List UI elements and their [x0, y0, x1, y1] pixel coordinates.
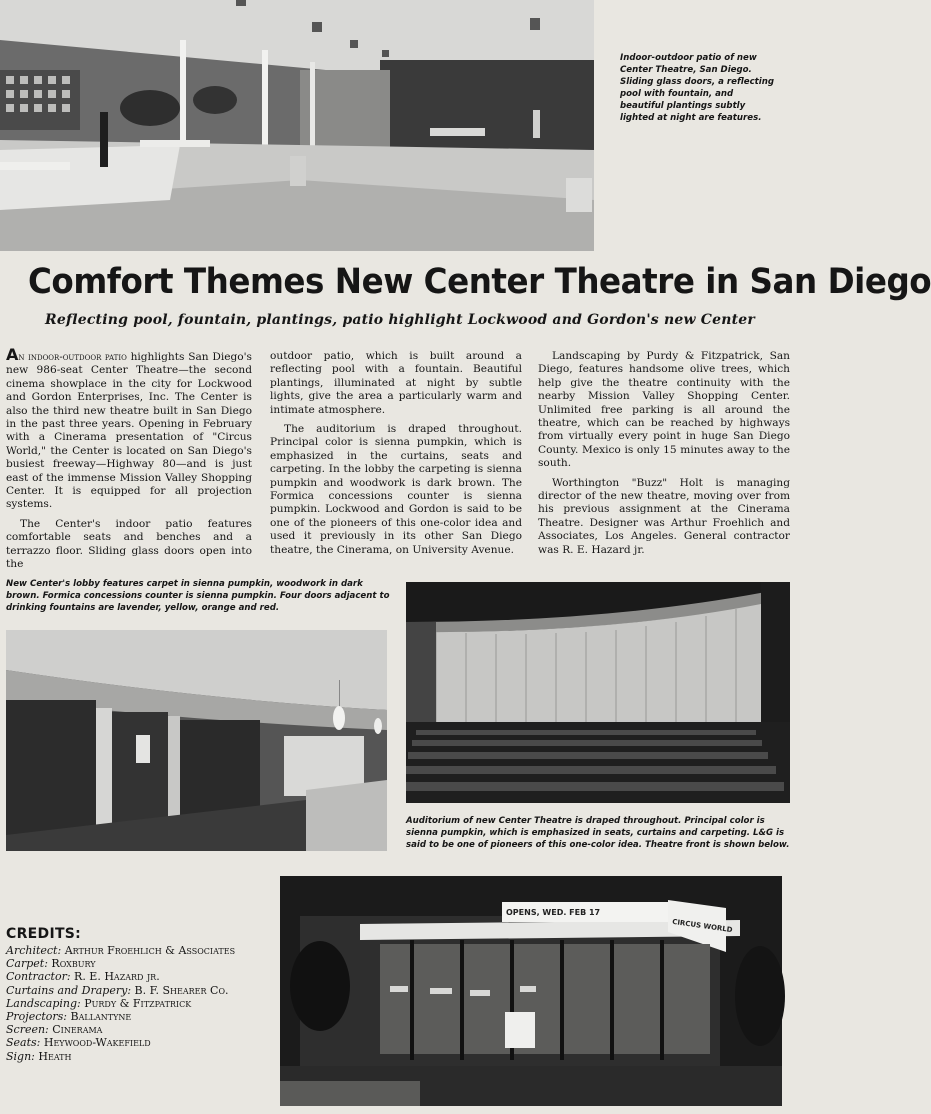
- credit-name: Purdy & Fitzpatrick: [84, 996, 192, 1010]
- credit-name: Roxbury: [51, 957, 96, 971]
- credit-role: Carpet:: [6, 957, 48, 971]
- credit-row: [6, 1010, 276, 1023]
- marquee-opening-text: OPENS, WED. FEB 17: [506, 908, 601, 917]
- lead-text: highlights San Diego's new 986-seat Center Theatre—the second cinema showplace in the city for Lockwood and Gordon Enterprises, Inc. The Center is also the third new theatre built in San Diego in the past three years. Opening in February with a Cinerama presentation of "Circus World," the Center is located on San Diego's busiest freeway—Highway 80—and is just east of the immense Mission Valley Shopping Center. It is equipped for all projection systems.: [6, 351, 252, 511]
- lobby-photo: [6, 630, 387, 851]
- lobby-photo-caption: New Center's lobby features carpet in sienna pumpkin, woodwork in dark brown. Formica concessions counter is sienna pumpkin. Four doors adjacent to drinking fountains are lavender, yellow, orange and red.: [6, 579, 390, 613]
- auditorium-photo-caption: Auditorium of new Center Theatre is draped throughout. Principal color is sienna pumpkin, which is emphasized in seats, curtains and carpeting. L&G is said to be one of pioneers of this one-color idea. Theatre front is shown below.: [406, 816, 790, 850]
- credit-role: Contractor:: [6, 970, 71, 984]
- auditorium-photo: [406, 582, 790, 803]
- theatre-front-photo: [280, 876, 782, 1106]
- article-column-2: [270, 350, 522, 563]
- article-paragraph: outdoor patio, which is built around a reflecting pool with a fountain. Beautiful plantings, illuminated at night by subtle lights, give the area a particularly warm and intimate atmosphere.: [270, 350, 522, 416]
- credit-role: Curtains and Drapery:: [6, 983, 132, 997]
- lead-smallcaps: n indoor-outdoor patio: [18, 352, 127, 363]
- lobby-photo-image: [6, 630, 387, 851]
- credits-block: [6, 926, 276, 1063]
- credit-name: R. E. Hazard jr.: [74, 970, 160, 984]
- article-paragraph: Worthington "Buzz" Holt is managing director of the new theatre, moving over from his previous assignment at the Cinerama Theatre. Designer was Arthur Froehlich and Associates, Los Angeles. General contractor was R. E. Hazard jr.: [538, 476, 790, 556]
- article-headline: Comfort Themes New Center Theatre in San Diego: [28, 262, 931, 302]
- credit-name: Arthur Froehlich & Associates: [64, 944, 236, 957]
- auditorium-photo-image: [406, 582, 790, 803]
- patio-photo: [0, 0, 594, 251]
- credit-row: [6, 944, 276, 957]
- credit-name: Heath: [38, 1049, 72, 1063]
- article-column-1: [6, 345, 252, 578]
- credit-role: Sign:: [6, 1049, 35, 1063]
- credit-row: [6, 970, 276, 983]
- drop-cap: A: [6, 345, 19, 364]
- credit-row: [6, 1023, 276, 1036]
- marquee-film-title: CIRCUS WORLD: [671, 917, 734, 935]
- patio-photo-image: [0, 0, 594, 251]
- credit-role: Projectors:: [6, 1010, 68, 1024]
- credit-row: [6, 984, 276, 997]
- article-paragraph: The Center's indoor patio features comfortable seats and benches and a terrazzo floor. Sliding glass doors open into the: [6, 517, 252, 571]
- article-paragraph: Landscaping by Purdy & Fitzpatrick, San Diego, features handsome olive trees, which help give the theatre continuity with the nearby Mission Valley Shopping Center. Unlimited free parking is all around the theatre, which can be reached by highways from virtually every point in huge San Diego County. Mexico is only 15 minutes away to the south.: [538, 350, 790, 470]
- credits-title: CREDITS:: [6, 926, 82, 942]
- patio-photo-caption: Indoor-outdoor patio of new Center Theatre, San Diego. Sliding glass doors, a reflecting pool with fountain, and beautiful plantings subtly lighted at night are features.: [620, 53, 774, 123]
- article-lead-paragraph: [6, 345, 252, 512]
- credit-row: [6, 1050, 276, 1063]
- article-subheadline: Reflecting pool, fountain, plantings, patio highlight Lockwood and Gordon's new Center: [45, 312, 755, 328]
- credit-name: Cinerama: [52, 1023, 103, 1037]
- credit-name: Ballantyne: [70, 1010, 132, 1024]
- credit-row: [6, 957, 276, 970]
- credit-row: [6, 1036, 276, 1049]
- credit-name: Heywood-Wakefield: [43, 1036, 151, 1050]
- article-paragraph: The auditorium is draped throughout. Principal color is sienna pumpkin, which is emphasized in the curtains, seats and carpeting. In the lobby the carpeting is sienna pumpkin and woodwork is dark brown. The Formica concessions counter is sienna pumpkin. Lockwood and Gordon is said to be one of the pioneers of this one-color idea and used it previously in its other San Diego theatre, the Cinerama, on University Avenue.: [270, 423, 522, 556]
- credit-role: Seats:: [6, 1036, 41, 1050]
- article-column-3: [538, 350, 790, 563]
- credit-row: [6, 997, 276, 1010]
- credit-role: Architect:: [6, 944, 62, 957]
- credit-name: B. F. Shearer Co.: [134, 983, 229, 997]
- credit-role: Landscaping:: [6, 996, 81, 1010]
- credit-role: Screen:: [6, 1023, 49, 1037]
